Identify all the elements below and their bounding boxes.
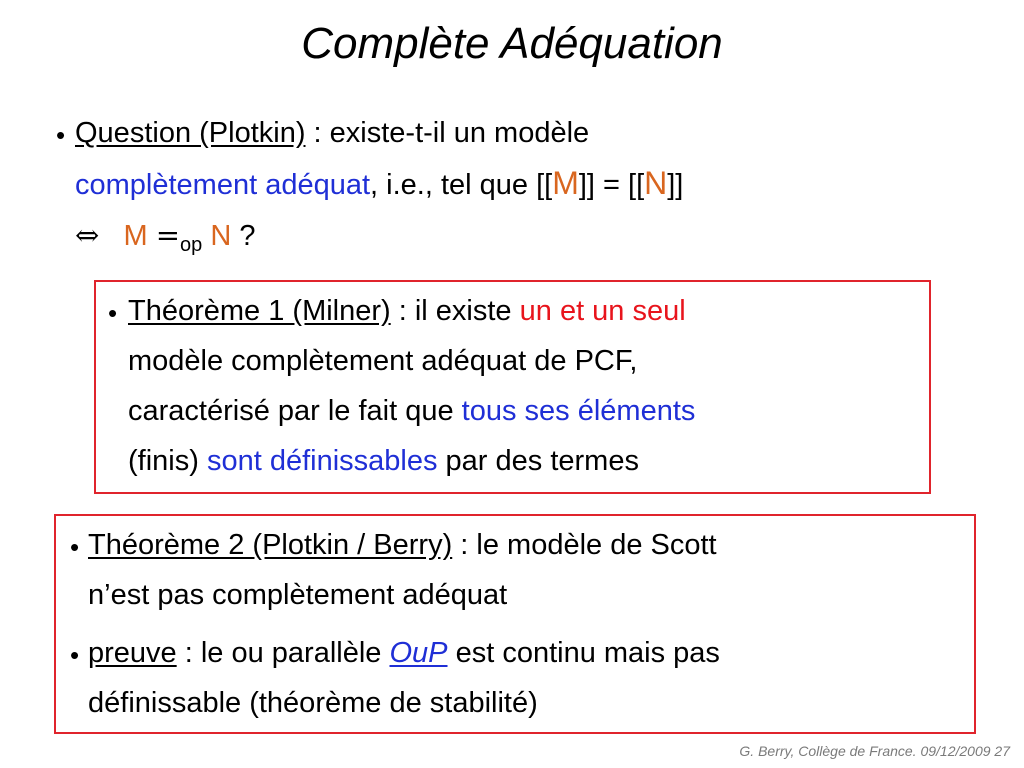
proof-text: : le ou parallèle <box>176 637 390 669</box>
question-mark: ? <box>231 220 256 252</box>
term-m-2: M <box>123 220 148 252</box>
theorem-1-text-3: caractérisé par le fait que <box>128 395 462 427</box>
theorem-1-line-1 <box>128 288 686 334</box>
theorem-1-line-3 <box>128 388 695 434</box>
theorem-1-text-4: (finis) <box>128 445 207 477</box>
theorem-1-text: : il existe <box>390 295 520 327</box>
question-line-3 <box>75 212 255 268</box>
theorem-1-label: Théorème 1 (Milner) <box>128 295 391 327</box>
question-text-2: , i.e., tel que [[ <box>370 169 553 201</box>
op-subscript: op <box>180 234 203 256</box>
question-text: : existe-t-il un modèle <box>305 117 590 149</box>
oup-link[interactable]: OuP <box>389 637 448 669</box>
question-text-3: ]] = [[ <box>578 169 645 201</box>
slide-footer: G. Berry, Collège de France. 09/12/2009 27 <box>739 743 1010 759</box>
term-n-2: N <box>210 220 232 252</box>
equals-symbol: = <box>155 218 181 252</box>
proof-line-2: définissable (théorème de stabilité) <box>88 687 538 719</box>
question-label: Question (Plotkin) <box>75 117 306 149</box>
slide-title: Complète Adéquation <box>301 19 723 68</box>
unique-term: un et un seul <box>519 295 686 327</box>
question-line-2 <box>75 160 683 208</box>
all-elements-term: tous ses éléments <box>461 395 696 427</box>
proof-label: preuve <box>88 637 177 669</box>
question-text-4: ]] <box>667 169 684 201</box>
term-n: N <box>644 165 668 201</box>
iff-symbol: ⇔ <box>75 218 100 252</box>
proof-text-2: est continu mais pas <box>447 637 720 669</box>
theorem-2-text: : le modèle de Scott <box>452 529 717 561</box>
bullet-dot: • <box>70 532 80 562</box>
fully-adequate-term: complètement adéquat <box>75 169 371 201</box>
definable-term: sont définissables <box>206 445 438 477</box>
bullet-dot: • <box>108 298 118 328</box>
theorem-1-text-5: par des termes <box>437 445 639 477</box>
term-m: M <box>552 165 579 201</box>
bullet-dot: • <box>70 640 80 670</box>
theorem-1-line-4 <box>128 438 639 484</box>
question-line-1 <box>75 110 589 156</box>
theorem-2-label: Théorème 2 (Plotkin / Berry) <box>88 529 453 561</box>
theorem-2-line-2: n’est pas complètement adéquat <box>88 579 508 611</box>
bullet-dot: • <box>56 120 66 150</box>
theorem-2-line-1 <box>88 522 717 568</box>
question-bullet <box>0 0 1024 270</box>
theorem-1-line-2: modèle complètement adéquat de PCF, <box>128 345 638 377</box>
proof-line-1 <box>88 630 720 676</box>
